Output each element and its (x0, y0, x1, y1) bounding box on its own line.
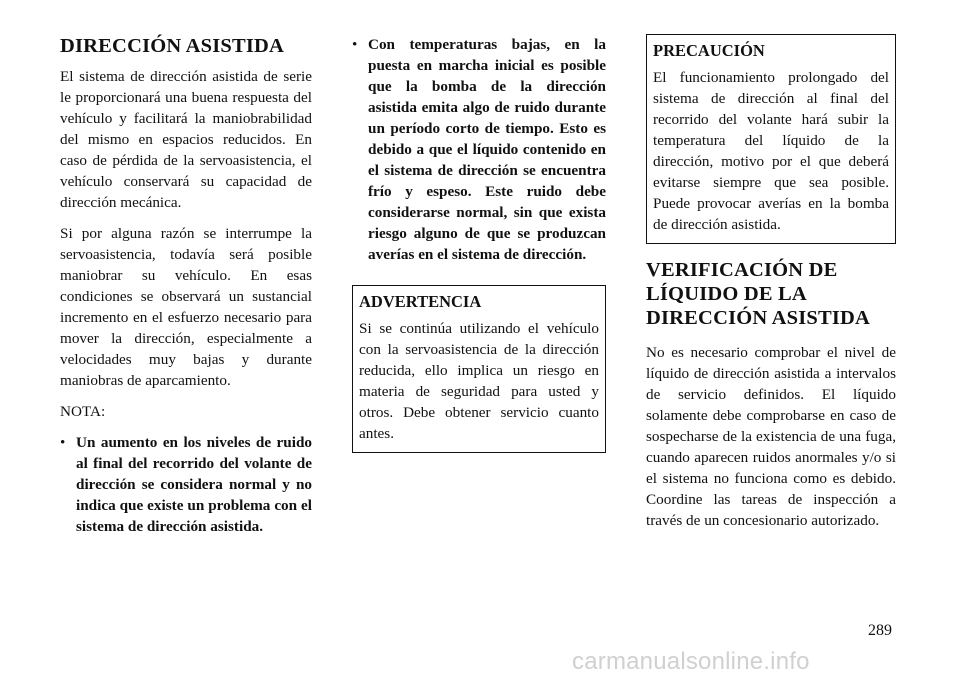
warning-title: ADVERTENCIA (359, 292, 482, 311)
intro-paragraph: El sistema de dirección asistida de serie le proporcionará una buena respuesta del vehículo y facilitará la maniobrabilidad del mismo en espacios reducidos. En caso de pérdida de la servoasistencia, el vehículo conservará su capacidad de dirección mecánica. (60, 68, 312, 211)
page-number: 289 (868, 622, 892, 639)
note-bullet-noise (60, 432, 312, 537)
column-left (60, 34, 312, 537)
caution-box (646, 34, 896, 244)
caution-text: El funcionamiento prolongado del sistema de dirección al final del recorrido del volante hará subir la temperatura del líquido de la dirección, motivo por el que deberá evitarse siempre que sea posible. Puede provocar averías en la bomba de dirección asistida. (653, 69, 889, 233)
column-middle (352, 34, 606, 453)
watermark-text: carmanualsonline.info (572, 648, 810, 675)
assist-loss-paragraph: Si por alguna razón se interrumpe la servoasistencia, todavía será posible maniobrar su vehículo. En esas condiciones se observará un sustancial incremento en el esfuerzo necesario para mover la dirección, especialmente a velocidades muy bajas y durante maniobras de aparcamiento. (60, 225, 312, 389)
section-heading-fluid-check: VERIFICACIÓN DE LÍQUIDO DE LA DIRECCIÓN ASISTIDA (646, 259, 871, 329)
warning-text: Si se continúa utilizando el vehículo con la servoasistencia de la dirección reducida, ello implica un riesgo en materia de seguridad para usted y otros. Debe obtener servicio cuanto antes. (359, 320, 599, 442)
column-right (646, 34, 896, 531)
note-bullet-cold-temps (352, 34, 606, 265)
warning-box (352, 285, 606, 453)
bullet-text: Con temperaturas bajas, en la puesta en marcha inicial es posible que la bomba de la dirección asistida emita algo de ruido durante un período corto de tiempo. Esto es debido a que el líquido contenido en el sistema de dirección se encuentra frío y espeso. Este ruido debe considerarse normal, sin que exista riesgo alguno de que se produzcan averías en el sistema de dirección. (368, 36, 606, 263)
fluid-check-paragraph: No es necesario comprobar el nivel de líquido de dirección asistida a intervalos de servicio definidos. El líquido solamente debe comprobarse en caso de sospecharse de la existencia de una fuga, cuando aparecen ruidos anormales y/o si el sistema no funciona como es debido. Coordine las tareas de inspección a través de un concesionario autorizado. (646, 344, 896, 529)
note-label: NOTA: (60, 403, 106, 420)
bullet-icon: • (352, 36, 358, 53)
bullet-text: Un aumento en los niveles de ruido al final del recorrido del volante de dirección se considera normal y no indica que existe un problema con el sistema de dirección asistida. (76, 434, 312, 535)
caution-title: PRECAUCIÓN (653, 41, 765, 60)
section-heading-power-steering: DIRECCIÓN ASISTIDA (60, 35, 285, 57)
bullet-icon: • (60, 434, 66, 451)
